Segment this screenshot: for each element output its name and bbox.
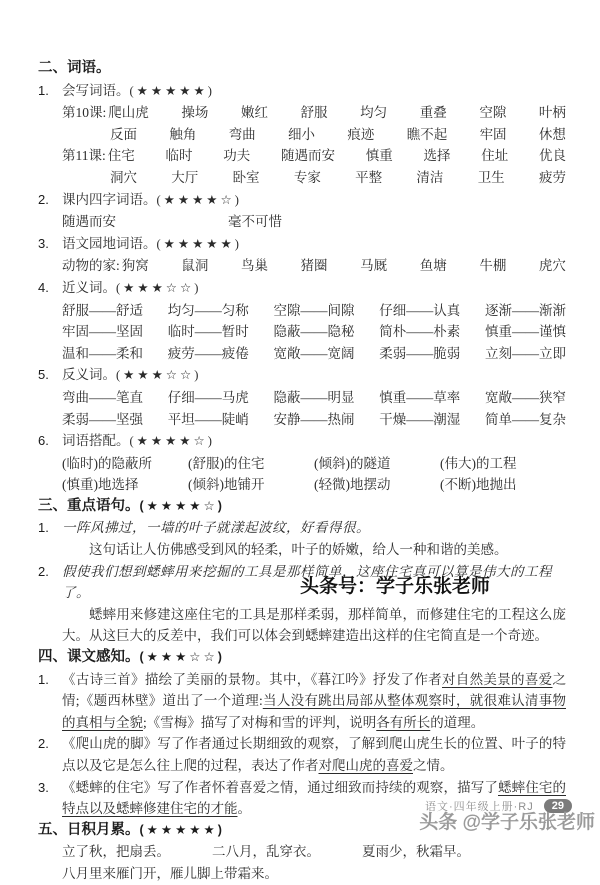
- proverb-line: 八月里来雁门开，雁儿脚上带霜来。: [62, 865, 278, 881]
- underlined-key-phrase: 蟋蟀住宅的特点以及蟋蟀修建住宅的才能: [62, 779, 566, 817]
- item-number: 2.: [38, 191, 49, 207]
- word-pair: 安静——热闹: [273, 411, 355, 427]
- word-pair: 舒服——舒适: [62, 302, 143, 318]
- word: 舒服: [300, 105, 328, 121]
- word: 牛棚: [479, 258, 507, 274]
- word: 鱼塘: [419, 258, 447, 274]
- word: 平整: [355, 169, 383, 185]
- word-pair: 牢固——坚固: [62, 324, 143, 340]
- word: 嫩红: [240, 105, 268, 121]
- paragraph-text: [62, 733, 566, 776]
- underlined-key-phrase: 对爬山虎的喜爱: [318, 758, 413, 773]
- item-heading: [38, 189, 566, 212]
- word-row: [62, 102, 566, 124]
- word: 毫不可惜: [228, 214, 282, 230]
- word-row: [62, 255, 566, 277]
- word: 清洁: [416, 169, 444, 185]
- quote-text: 假使我们想到蟋蟀用来挖掘的工具是那样简单，这座住宅真可以算是伟大的工程了。: [62, 563, 552, 601]
- word-pair: 隐蔽——隐秘: [273, 324, 355, 340]
- star-rating: (★★★★★): [156, 236, 242, 251]
- word: 选择: [423, 148, 451, 164]
- item-number: 1.: [38, 520, 49, 536]
- word: 反面: [110, 126, 137, 142]
- word: 鸟巢: [240, 258, 268, 274]
- item-number: 4.: [38, 279, 49, 295]
- content-paragraph: [38, 669, 566, 734]
- word-pair: 临时——暂时: [167, 324, 249, 340]
- item-number: 1.: [38, 671, 49, 687]
- bottom-watermark: 头条 @学子乐张老师: [419, 812, 595, 833]
- word: 优良: [539, 148, 566, 164]
- item-heading: [38, 233, 566, 256]
- content-paragraph: [38, 733, 566, 776]
- word-row: [62, 124, 566, 146]
- row-label: 第11课:: [62, 148, 106, 164]
- word-pair-row: [62, 321, 566, 343]
- item-number: 6.: [38, 433, 49, 449]
- underlined-key-phrase: 对自然美景的喜爱: [442, 671, 553, 687]
- word: 猪圈: [300, 258, 328, 274]
- word-pair: 仔细——马虎: [167, 389, 249, 405]
- page-number-badge: 29: [544, 799, 572, 813]
- word-row: [62, 167, 566, 189]
- center-watermark: 头条号：学子乐张老师: [300, 576, 491, 597]
- star-rating: (★★★★☆): [129, 434, 215, 449]
- row-label: 第10课:: [62, 105, 107, 121]
- section-heading-text: 五、日积月累。: [38, 821, 140, 838]
- item-label: 近义词。: [62, 279, 116, 295]
- word: 功夫: [223, 148, 251, 164]
- text-segment: 之情。: [413, 758, 454, 773]
- word-pair: 柔弱——脆弱: [379, 345, 461, 361]
- item-heading-text: [62, 277, 201, 300]
- item-label: 词语搭配。: [62, 433, 130, 449]
- word: 虎穴: [538, 258, 566, 274]
- word: 狗窝: [121, 258, 149, 274]
- star-rating: (★★★☆☆): [139, 650, 225, 665]
- item-number: 1.: [38, 82, 49, 98]
- word: 爬山虎: [108, 105, 149, 121]
- text-segment: 。: [237, 801, 251, 817]
- item-label: 课内四字词语。: [62, 191, 157, 207]
- word: 临时: [165, 148, 193, 164]
- quote-line: [38, 517, 566, 539]
- word: 触角: [169, 126, 197, 142]
- star-rating: (★★★☆☆): [116, 280, 202, 295]
- section-heading-text: 四、课文感知。: [38, 649, 140, 666]
- word-row: [62, 145, 566, 167]
- phrase-row: [62, 453, 566, 475]
- item-number: 3.: [38, 779, 49, 795]
- word: 专家: [293, 169, 321, 185]
- word: 洞穴: [110, 169, 137, 185]
- item-heading-text: [62, 189, 242, 212]
- word-list: [108, 124, 566, 146]
- word-list: [108, 167, 566, 189]
- word: 休想: [538, 126, 566, 142]
- star-rating: (★★★☆☆): [116, 368, 202, 383]
- word: 瞧不起: [406, 126, 448, 142]
- word-pair: 简单——复杂: [485, 411, 566, 427]
- word: 住宅: [107, 148, 135, 164]
- item-number: 5.: [38, 367, 49, 383]
- word: 叶柄: [538, 105, 566, 121]
- word-pair: 疲劳——疲倦: [167, 345, 249, 361]
- phrase: (轻微)地摆动: [314, 477, 391, 493]
- text-segment: 《蟋蟀的住宅》写了作者怀着喜爱之情，通过细致而持续的观察，描写了: [62, 779, 498, 795]
- word: 随遇而安: [281, 148, 335, 164]
- phrase: (伟大)的工程: [440, 455, 517, 471]
- word: 疲劳: [538, 169, 566, 185]
- proverb-row: [62, 841, 566, 863]
- word: 空隙: [479, 105, 507, 121]
- underlined-key-phrase: 当人没有跳出局部从整体观察时，就很难认清事物的真相与全貌: [62, 693, 566, 730]
- word-pair: 温和——柔和: [62, 345, 143, 361]
- star-rating: (★★★★★): [139, 822, 225, 837]
- word-pair: 慎重——草率: [379, 389, 461, 405]
- section-heading-text: 二、词语。: [38, 60, 111, 76]
- word: 住址: [481, 148, 509, 164]
- word: 弯曲: [228, 126, 256, 142]
- section-heading: [38, 58, 566, 80]
- word-pair: 宽敞——狭窄: [485, 389, 566, 405]
- text-segment: 《爬山虎的脚》写了作者通过长期细致的观察，了解到爬山虎生长的位置、叶子的特点以及它是怎么往上爬的过程，表达了作者: [62, 736, 566, 773]
- proverb: 立了秋，把扇丢。: [62, 844, 170, 860]
- word-list: [106, 145, 566, 167]
- section-heading-text: 三、重点语句。: [38, 497, 140, 514]
- word: 卫生: [477, 169, 505, 185]
- word: 重叠: [419, 105, 447, 121]
- footer-book-label: 语文·四年级上册·RJ: [424, 801, 534, 813]
- item-heading: [38, 277, 566, 300]
- word-pair: 空隙——间隙: [273, 302, 355, 318]
- word: 细小: [288, 126, 316, 142]
- item-heading: [38, 364, 566, 387]
- item-number: 3.: [38, 235, 49, 251]
- word-pair-row: [62, 409, 566, 431]
- word-pair: 柔弱——坚强: [62, 411, 143, 427]
- item-heading-text: [62, 80, 215, 103]
- item-heading-text: [62, 233, 242, 256]
- star-rating: (★★★★★): [129, 83, 215, 98]
- word-pair: 平坦——陡峭: [167, 411, 249, 427]
- word: 卧室: [232, 169, 260, 185]
- answer-paragraph: 这句话让人仿佛感受到风的轻柔，叶子的娇嫩，给人一种和谐的美感。: [89, 542, 508, 558]
- word-list: [120, 255, 566, 277]
- item-heading-text: [62, 430, 215, 453]
- word: 慎重: [365, 148, 393, 164]
- phrase: (慎重)地选择: [62, 477, 139, 493]
- word-row: [62, 211, 566, 233]
- item-heading: [38, 430, 566, 453]
- word-pair: 弯曲——笔直: [62, 389, 143, 405]
- phrase: (舒服)的住宅: [188, 455, 265, 471]
- text-segment: 《古诗三首》描绘了美丽的景物。其中，《暮江吟》抒发了作者: [62, 671, 442, 687]
- word-pair: 立刻——立即: [485, 345, 566, 361]
- text-segment: 的道理。: [430, 714, 485, 730]
- word-pair: 干燥——潮湿: [379, 411, 461, 427]
- item-label: 语文园地词语。: [62, 235, 157, 251]
- word: 鼠洞: [181, 258, 209, 274]
- word: 大厅: [171, 169, 199, 185]
- answer-paragraph: 蟋蟀用来修建这座住宅的工具是那样柔弱，那样简单，而修建住宅的工程这么庞大。从这巨大的反差中，我们可以体会到蟋蟀建造出这样的住宅简直是一个奇迹。: [62, 606, 566, 644]
- proverb: 二八月，乱穿衣。: [212, 844, 320, 860]
- phrase: (临时)的隐蔽所: [62, 455, 152, 471]
- paragraph-text: [62, 669, 566, 734]
- document-body: [38, 58, 566, 885]
- phrase: (倾斜)地铺开: [188, 477, 265, 493]
- row-label: 动物的家:: [62, 258, 120, 274]
- word-pair: 仔细——认真: [379, 302, 461, 318]
- word-pair-row: [62, 343, 566, 365]
- item-number: 2.: [38, 563, 49, 579]
- word-pair-row: [62, 387, 566, 409]
- word-pair-row: [62, 300, 566, 322]
- star-rating: (★★★★☆): [139, 498, 225, 513]
- word: 牢固: [479, 126, 507, 142]
- item-heading-text: [62, 364, 201, 387]
- word: 操场: [181, 105, 209, 121]
- word: 均匀: [360, 105, 388, 121]
- item-label: 会写词语。: [62, 82, 130, 98]
- underlined-key-phrase: 各有所长: [376, 714, 431, 730]
- word-pair: 逐渐——渐渐: [485, 302, 566, 318]
- word-pair: 隐蔽——明显: [273, 389, 355, 405]
- proverb: 夏雨少，秋霜早。: [362, 844, 470, 860]
- word: 马厩: [360, 258, 388, 274]
- section-heading: [38, 647, 566, 669]
- phrase: (不断)地抛出: [440, 477, 517, 493]
- phrase: (倾斜)的隧道: [314, 455, 391, 471]
- section-heading: [38, 496, 566, 518]
- word-pair: 简朴——朴素: [379, 324, 461, 340]
- word: 随遇而安: [62, 214, 116, 230]
- quote-text: 一阵风拂过，一墙的叶子就漾起波纹，好看得很。: [62, 520, 370, 536]
- item-number: 2.: [38, 736, 49, 752]
- text-segment: 之情;《题西林壁》道出了一个道理:: [62, 671, 566, 709]
- word: 痕迹: [347, 126, 375, 142]
- word-pair: 均匀——匀称: [167, 302, 249, 318]
- word-pair: 宽敞——宽阔: [273, 345, 355, 361]
- word-list: [106, 102, 566, 124]
- star-rating: (★★★★☆): [156, 192, 242, 207]
- text-segment: ;《雪梅》描写了对梅和雪的评判，说明: [143, 714, 377, 730]
- item-label: 反义词。: [62, 367, 116, 383]
- phrase-row: [62, 474, 566, 496]
- word-pair: 慎重——谨慎: [485, 324, 566, 340]
- item-heading: [38, 80, 566, 103]
